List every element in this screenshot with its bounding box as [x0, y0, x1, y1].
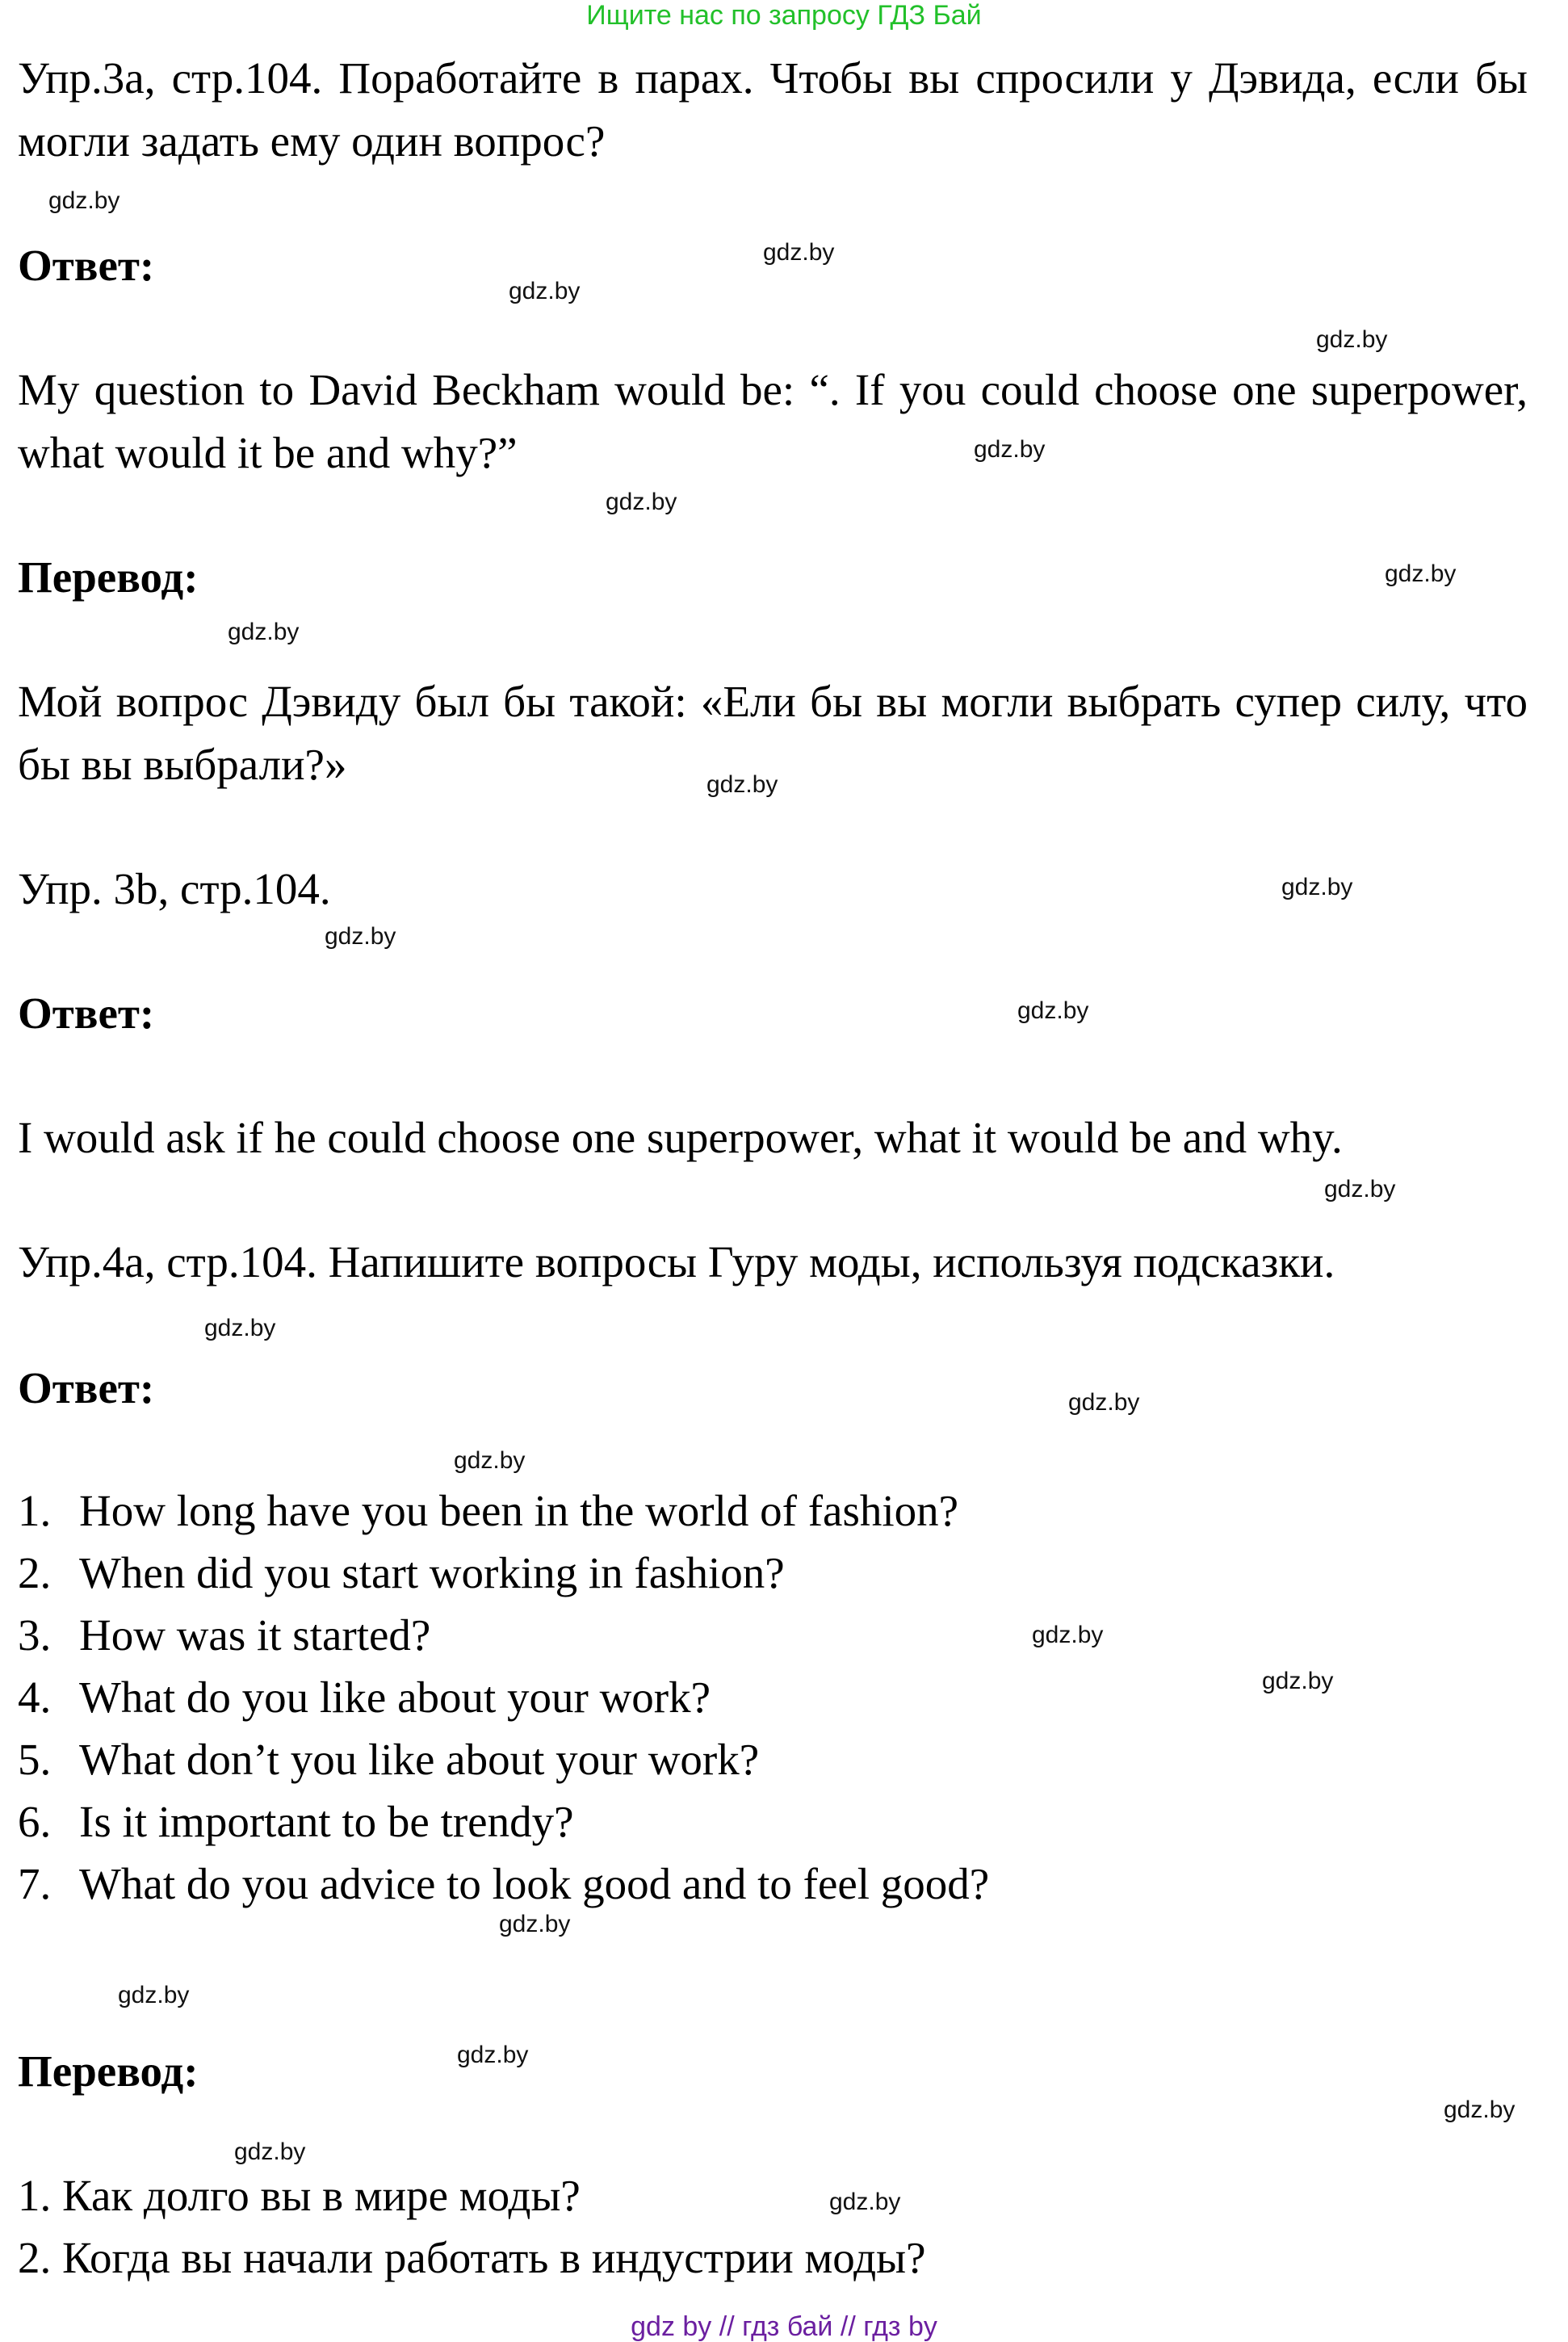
list-item-number: 6. [18, 1797, 52, 1846]
list-item-text: What don’t you like about your work? [79, 1735, 760, 1784]
list-item-text: When did you start working in fashion? [79, 1548, 785, 1597]
watermark-text: gdz.by [706, 771, 778, 798]
watermark-text: gdz.by [606, 489, 677, 515]
exercise-4a-task: Упр.4a, стр.104. Напишите вопросы Гуру моды, используя подсказки. [18, 1237, 1335, 1286]
bottom-banner-link[interactable]: gdz by // гдз бай // гдз by [631, 2311, 937, 2342]
watermark-text: gdz.by [228, 619, 300, 645]
watermark-text: gdz.by [1324, 1176, 1396, 1202]
list-item-text: How was it started? [79, 1610, 431, 1660]
list-item [18, 1666, 711, 1729]
list-item [18, 1542, 785, 1605]
list-item [18, 1479, 958, 1542]
exercise-3a-translation-label: Перевод: [18, 552, 199, 602]
translation-item: 1. Как долго вы в мире моды? [18, 2171, 581, 2220]
exercise-3b-answer: I would ask if he could choose one superpower, what it would be and why. [18, 1113, 1343, 1162]
watermark-text: gdz.by [1068, 1389, 1140, 1416]
watermark-text: gdz.by [1017, 997, 1089, 1024]
watermark-text: gdz.by [1281, 874, 1353, 900]
list-item-text: What do you advice to look good and to feel good? [79, 1859, 990, 1908]
list-item-number: 3. [18, 1610, 52, 1660]
watermark-text: gdz.by [234, 2138, 306, 2165]
watermark-text: gdz.by [829, 2189, 901, 2215]
list-item [18, 1790, 574, 1853]
watermark-text: gdz.by [763, 239, 835, 266]
exercise-3b-answer-label: Ответ: [18, 988, 155, 1038]
watermark-text: gdz.by [1316, 326, 1388, 353]
exercise-3a-answer: My question to David Beckham would be: “. If you could choose one superpower, what would it be and why?” [18, 365, 1528, 477]
list-item-number: 5. [18, 1735, 52, 1784]
watermark-text: gdz.by [325, 923, 396, 950]
watermark-text: gdz.by [974, 436, 1046, 463]
watermark-text: gdz.by [454, 1447, 526, 1474]
list-item-number: 4. [18, 1673, 52, 1722]
top-banner-link[interactable]: Ищите нас по запросу ГДЗ Бай [586, 0, 982, 31]
translation-item: 2. Когда вы начали работать в индустрии моды? [18, 2233, 926, 2282]
list-item-number: 1. [18, 1486, 52, 1535]
watermark-text: gdz.by [118, 1982, 190, 2008]
watermark-text: gdz.by [1262, 1668, 1334, 1694]
watermark-text: gdz.by [1032, 1622, 1104, 1648]
watermark-text: gdz.by [509, 278, 581, 304]
list-item-text: What do you like about your work? [79, 1673, 711, 1722]
watermark-text: gdz.by [204, 1315, 276, 1341]
exercise-4a-translation-label: Перевод: [18, 2046, 199, 2096]
list-item [18, 1728, 759, 1791]
watermark-text: gdz.by [48, 187, 120, 214]
exercise-3a-answer-label: Ответ: [18, 241, 155, 290]
list-item [18, 1853, 989, 1916]
list-item [18, 1604, 430, 1667]
list-item-text: How long have you been in the world of fashion? [79, 1486, 959, 1535]
watermark-text: gdz.by [457, 2042, 529, 2068]
exercise-3a-translation: Мой вопрос Дэвиду был бы такой: «Ели бы вы могли выбрать супер силу, что бы вы выбрали?» [18, 677, 1528, 789]
exercise-4a-answer-label: Ответ: [18, 1363, 155, 1412]
watermark-text: gdz.by [1444, 2096, 1516, 2123]
watermark-text: gdz.by [499, 1911, 571, 1937]
list-item-number: 7. [18, 1859, 52, 1908]
watermark-text: gdz.by [1385, 560, 1457, 587]
list-item-number: 2. [18, 1548, 52, 1597]
list-item-text: Is it important to be trendy? [79, 1797, 574, 1846]
exercise-3a-task: Упр.3a, стр.104. Поработайте в парах. Чтобы вы спросили у Дэвида, если бы могли задать ему один вопрос? [18, 53, 1528, 166]
exercise-3b-task: Упр. 3b, стр.104. [18, 864, 331, 913]
